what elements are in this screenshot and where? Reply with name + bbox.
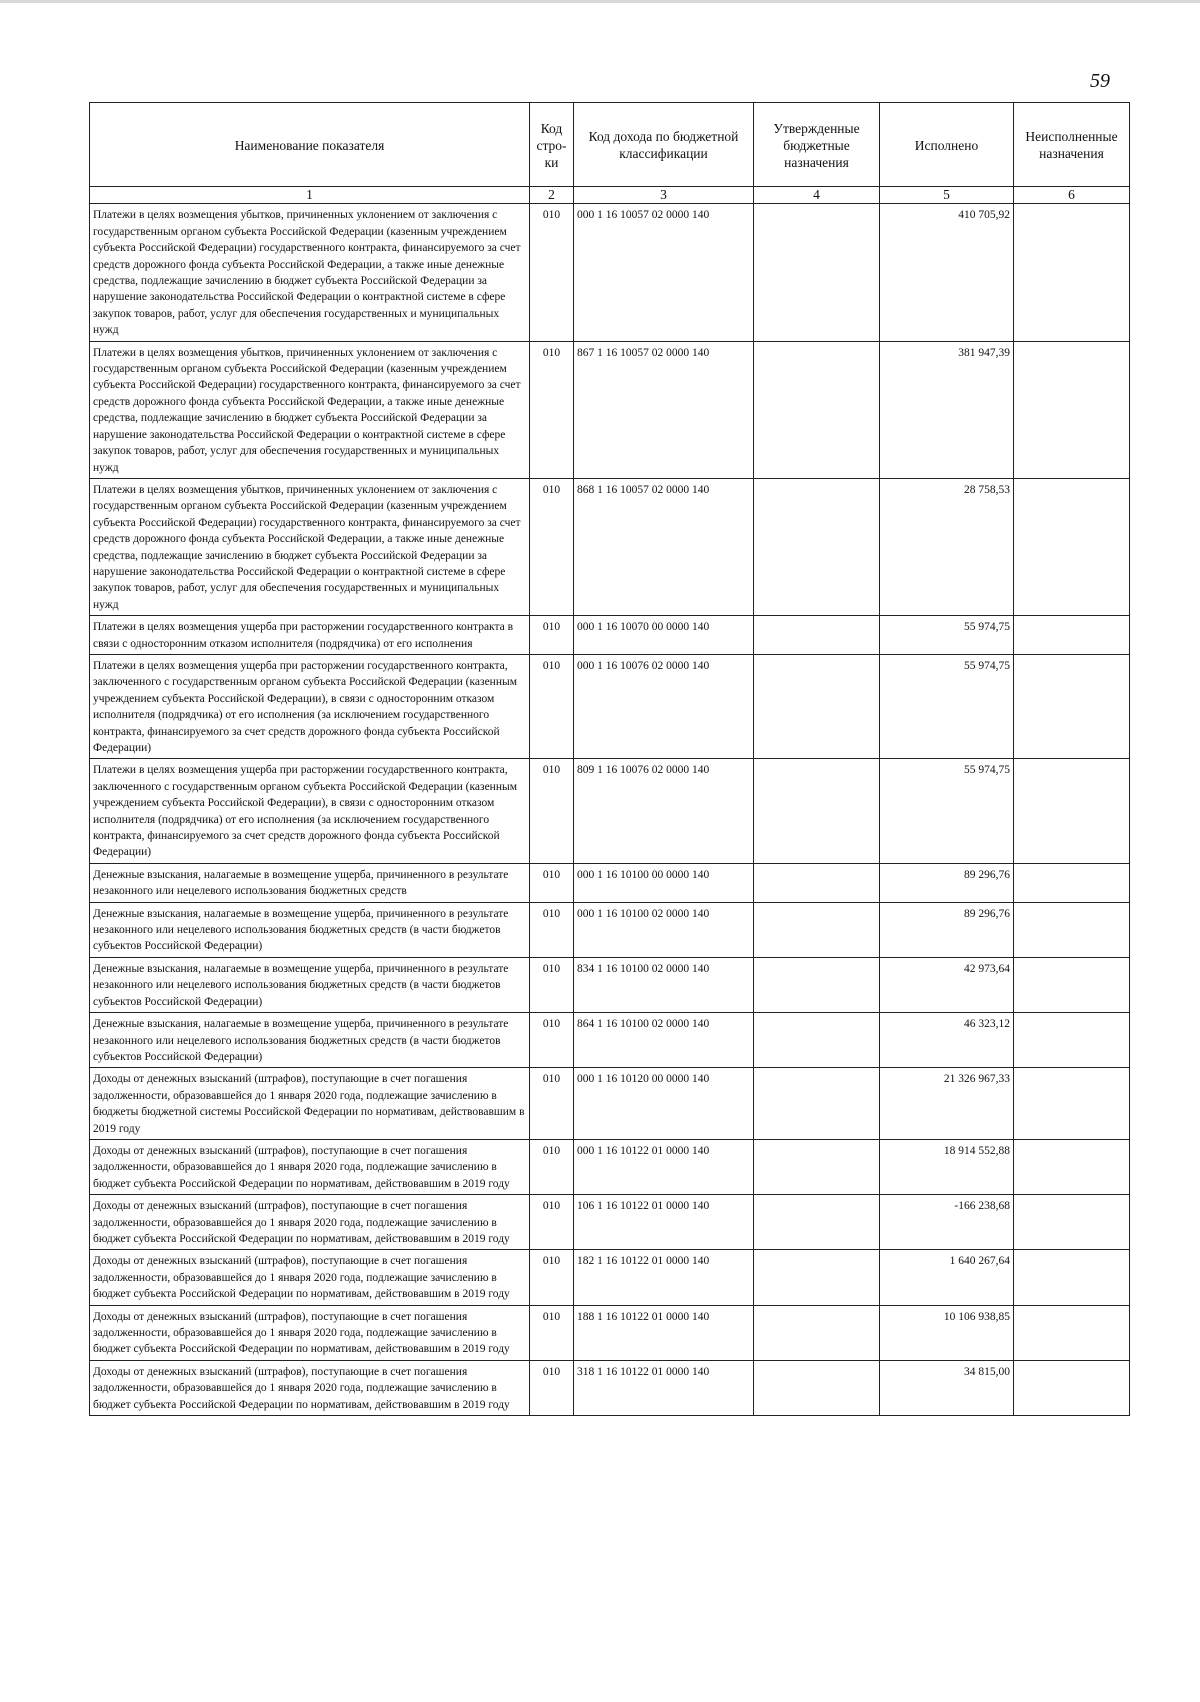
budget-classification-code: 864 1 16 10100 02 0000 140 (574, 1013, 754, 1068)
approved-amount (754, 1360, 880, 1415)
table-row (90, 1195, 1130, 1250)
col-header-approved: Утвержденные бюджетные назначения (754, 103, 880, 187)
executed-amount: 410 705,92 (880, 204, 1014, 341)
unexecuted-amount (1014, 863, 1130, 902)
budget-classification-code: 000 1 16 10076 02 0000 140 (574, 654, 754, 758)
approved-amount (754, 1305, 880, 1360)
budget-classification-code: 000 1 16 10120 00 0000 140 (574, 1068, 754, 1140)
approved-amount (754, 204, 880, 341)
table-row (90, 957, 1130, 1012)
col-number: 1 (90, 187, 530, 204)
line-code: 010 (530, 759, 574, 863)
line-code: 010 (530, 902, 574, 957)
budget-classification-code: 000 1 16 10057 02 0000 140 (574, 204, 754, 341)
header-row (90, 103, 1130, 187)
unexecuted-amount (1014, 341, 1130, 478)
line-code: 010 (530, 478, 574, 615)
table-row (90, 1360, 1130, 1415)
col-number: 2 (530, 187, 574, 204)
indicator-name: Доходы от денежных взысканий (штрафов), поступающие в счет погашения задолженности, образовавшейся до 1 января 2020 года, подлежащие зачислению в бюджет субъекта Российской Федерации по нормативам, действовавшим в 2019 году (90, 1139, 530, 1194)
line-code: 010 (530, 1013, 574, 1068)
executed-amount: 1 640 267,64 (880, 1250, 1014, 1305)
budget-classification-code: 318 1 16 10122 01 0000 140 (574, 1360, 754, 1415)
approved-amount (754, 863, 880, 902)
budget-classification-code: 188 1 16 10122 01 0000 140 (574, 1305, 754, 1360)
table-row (90, 341, 1130, 478)
executed-amount: 55 974,75 (880, 759, 1014, 863)
budget-classification-code: 000 1 16 10122 01 0000 140 (574, 1139, 754, 1194)
report-body (90, 204, 1130, 1416)
line-code: 010 (530, 1195, 574, 1250)
unexecuted-amount (1014, 654, 1130, 758)
indicator-name: Платежи в целях возмещения ущерба при расторжении государственного контракта в связи с односторонним отказом исполнителя (подрядчика) от его исполнения (90, 616, 530, 655)
executed-amount: 28 758,53 (880, 478, 1014, 615)
approved-amount (754, 341, 880, 478)
unexecuted-amount (1014, 759, 1130, 863)
indicator-name: Доходы от денежных взысканий (штрафов), поступающие в счет погашения задолженности, образовавшейся до 1 января 2020 года, подлежащие зачислению в бюджет субъекта Российской Федерации по нормативам, действовавшим в 2019 году (90, 1250, 530, 1305)
unexecuted-amount (1014, 478, 1130, 615)
col-number: 6 (1014, 187, 1130, 204)
unexecuted-amount (1014, 1195, 1130, 1250)
indicator-name: Платежи в целях возмещения убытков, причиненных уклонением от заключения с государственным органом субъекта Российской Федерации (казенным учреждением субъекта Российской Федерации) государственного контракта, финансируемого за счет средств дорожного фонда субъекта Российской Федерации, а также иные денежные средства, подлежащие зачислению в бюджет субъекта Российской Федерации за нарушение законодательства Российской Федерации о контрактной системе в сфере закупок товаров, работ, услуг для обеспечения государственных и муниципальных нужд (90, 341, 530, 478)
col-number: 5 (880, 187, 1014, 204)
line-code: 010 (530, 616, 574, 655)
col-number: 3 (574, 187, 754, 204)
executed-amount: 381 947,39 (880, 341, 1014, 478)
unexecuted-amount (1014, 1360, 1130, 1415)
approved-amount (754, 1068, 880, 1140)
executed-amount: 21 326 967,33 (880, 1068, 1014, 1140)
approved-amount (754, 957, 880, 1012)
line-code: 010 (530, 1250, 574, 1305)
line-code: 010 (530, 1068, 574, 1140)
indicator-name: Денежные взыскания, налагаемые в возмещение ущерба, причиненного в результате незаконного или нецелевого использования бюджетных средств (в части бюджетов субъектов Российской Федерации) (90, 1013, 530, 1068)
indicator-name: Денежные взыскания, налагаемые в возмещение ущерба, причиненного в результате незаконного или нецелевого использования бюджетных средств (в части бюджетов субъектов Российской Федерации) (90, 957, 530, 1012)
table-row (90, 478, 1130, 615)
indicator-name: Платежи в целях возмещения ущерба при расторжении государственного контракта, заключенного с государственным органом субъекта Российской Федерации (казенным учреждением субъекта Российской Федерации), в связи с односторонним отказом исполнителя (подрядчика) от его исполнения (за исключением государственного контракта, финансируемого за счет средств дорожного фонда субъекта Российской Федерации) (90, 759, 530, 863)
revenue-report-table (89, 102, 1130, 1416)
line-code: 010 (530, 654, 574, 758)
indicator-name: Доходы от денежных взысканий (штрафов), поступающие в счет погашения задолженности, образовавшейся до 1 января 2020 года, подлежащие зачислению в бюджет субъекта Российской Федерации по нормативам, действовавшим в 2019 году (90, 1305, 530, 1360)
unexecuted-amount (1014, 957, 1130, 1012)
column-number-row (90, 187, 1130, 204)
executed-amount: 55 974,75 (880, 616, 1014, 655)
line-code: 010 (530, 341, 574, 478)
executed-amount: 46 323,12 (880, 1013, 1014, 1068)
approved-amount (754, 1139, 880, 1194)
col-header-name: Наименование показателя (90, 103, 530, 187)
col-header-unexecuted: Неисполненные назначения (1014, 103, 1130, 187)
table-row (90, 902, 1130, 957)
line-code: 010 (530, 957, 574, 1012)
line-code: 010 (530, 1305, 574, 1360)
executed-amount: 55 974,75 (880, 654, 1014, 758)
unexecuted-amount (1014, 1068, 1130, 1140)
budget-classification-code: 182 1 16 10122 01 0000 140 (574, 1250, 754, 1305)
indicator-name: Платежи в целях возмещения убытков, причиненных уклонением от заключения с государственным органом субъекта Российской Федерации (казенным учреждением субъекта Российской Федерации) государственного контракта, финансируемого за счет средств дорожного фонда субъекта Российской Федерации, а также иные денежные средства, подлежащие зачислению в бюджет субъекта Российской Федерации за нарушение законодательства Российской Федерации о контрактной системе в сфере закупок товаров, работ, услуг для обеспечения государственных и муниципальных нужд (90, 204, 530, 341)
approved-amount (754, 654, 880, 758)
approved-amount (754, 1013, 880, 1068)
col-number: 4 (754, 187, 880, 204)
table-row (90, 654, 1130, 758)
approved-amount (754, 1250, 880, 1305)
executed-amount: 42 973,64 (880, 957, 1014, 1012)
line-code: 010 (530, 1360, 574, 1415)
unexecuted-amount (1014, 1305, 1130, 1360)
budget-classification-code: 834 1 16 10100 02 0000 140 (574, 957, 754, 1012)
budget-classification-code: 000 1 16 10100 02 0000 140 (574, 902, 754, 957)
budget-classification-code: 106 1 16 10122 01 0000 140 (574, 1195, 754, 1250)
budget-classification-code: 000 1 16 10100 00 0000 140 (574, 863, 754, 902)
approved-amount (754, 759, 880, 863)
unexecuted-amount (1014, 902, 1130, 957)
table-row (90, 1068, 1130, 1140)
unexecuted-amount (1014, 1250, 1130, 1305)
table-row (90, 1305, 1130, 1360)
line-code: 010 (530, 863, 574, 902)
approved-amount (754, 616, 880, 655)
table-row (90, 616, 1130, 655)
indicator-name: Денежные взыскания, налагаемые в возмещение ущерба, причиненного в результате незаконного или нецелевого использования бюджетных средств (в части бюджетов субъектов Российской Федерации) (90, 902, 530, 957)
unexecuted-amount (1014, 204, 1130, 341)
executed-amount: 89 296,76 (880, 902, 1014, 957)
table-row (90, 863, 1130, 902)
executed-amount: 34 815,00 (880, 1360, 1014, 1415)
unexecuted-amount (1014, 1013, 1130, 1068)
approved-amount (754, 478, 880, 615)
line-code: 010 (530, 1139, 574, 1194)
executed-amount: -166 238,68 (880, 1195, 1014, 1250)
page-number: 59 (1090, 70, 1110, 92)
line-code: 010 (530, 204, 574, 341)
budget-classification-code: 809 1 16 10076 02 0000 140 (574, 759, 754, 863)
indicator-name: Платежи в целях возмещения ущерба при расторжении государственного контракта, заключенного с государственным органом субъекта Российской Федерации (казенным учреждением субъекта Российской Федерации), в связи с односторонним отказом исполнителя (подрядчика) от его исполнения (за исключением государственного контракта, финансируемого за счет средств дорожного фонда субъекта Российской Федерации) (90, 654, 530, 758)
col-header-executed: Исполнено (880, 103, 1014, 187)
executed-amount: 89 296,76 (880, 863, 1014, 902)
table-row (90, 759, 1130, 863)
col-header-line-code: Код стро-ки (530, 103, 574, 187)
approved-amount (754, 1195, 880, 1250)
budget-classification-code: 000 1 16 10070 00 0000 140 (574, 616, 754, 655)
unexecuted-amount (1014, 1139, 1130, 1194)
budget-classification-code: 867 1 16 10057 02 0000 140 (574, 341, 754, 478)
approved-amount (754, 902, 880, 957)
indicator-name: Доходы от денежных взысканий (штрафов), поступающие в счет погашения задолженности, образовавшейся до 1 января 2020 года, подлежащие зачислению в бюджет субъекта Российской Федерации по нормативам, действовавшим в 2019 году (90, 1195, 530, 1250)
page-top-edge (0, 0, 1200, 3)
table-row (90, 204, 1130, 341)
executed-amount: 18 914 552,88 (880, 1139, 1014, 1194)
col-header-kbk: Код дохода по бюджетной классификации (574, 103, 754, 187)
budget-classification-code: 868 1 16 10057 02 0000 140 (574, 478, 754, 615)
indicator-name: Доходы от денежных взысканий (штрафов), поступающие в счет погашения задолженности, образовавшейся до 1 января 2020 года, подлежащие зачислению в бюджет субъекта Российской Федерации по нормативам, действовавшим в 2019 году (90, 1360, 530, 1415)
indicator-name: Денежные взыскания, налагаемые в возмещение ущерба, причиненного в результате незаконного или нецелевого использования бюджетных средств (90, 863, 530, 902)
table-row (90, 1250, 1130, 1305)
table-row (90, 1139, 1130, 1194)
unexecuted-amount (1014, 616, 1130, 655)
table-row (90, 1013, 1130, 1068)
indicator-name: Доходы от денежных взысканий (штрафов), поступающие в счет погашения задолженности, образовавшейся до 1 января 2020 года, подлежащие зачислению в бюджеты бюджетной системы Российской Федерации по нормативам, действовавшим в 2019 году (90, 1068, 530, 1140)
indicator-name: Платежи в целях возмещения убытков, причиненных уклонением от заключения с государственным органом субъекта Российской Федерации (казенным учреждением субъекта Российской Федерации) государственного контракта, финансируемого за счет средств дорожного фонда субъекта Российской Федерации, а также иные денежные средства, подлежащие зачислению в бюджет субъекта Российской Федерации за нарушение законодательства Российской Федерации о контрактной системе в сфере закупок товаров, работ, услуг для обеспечения государственных и муниципальных нужд (90, 478, 530, 615)
executed-amount: 10 106 938,85 (880, 1305, 1014, 1360)
